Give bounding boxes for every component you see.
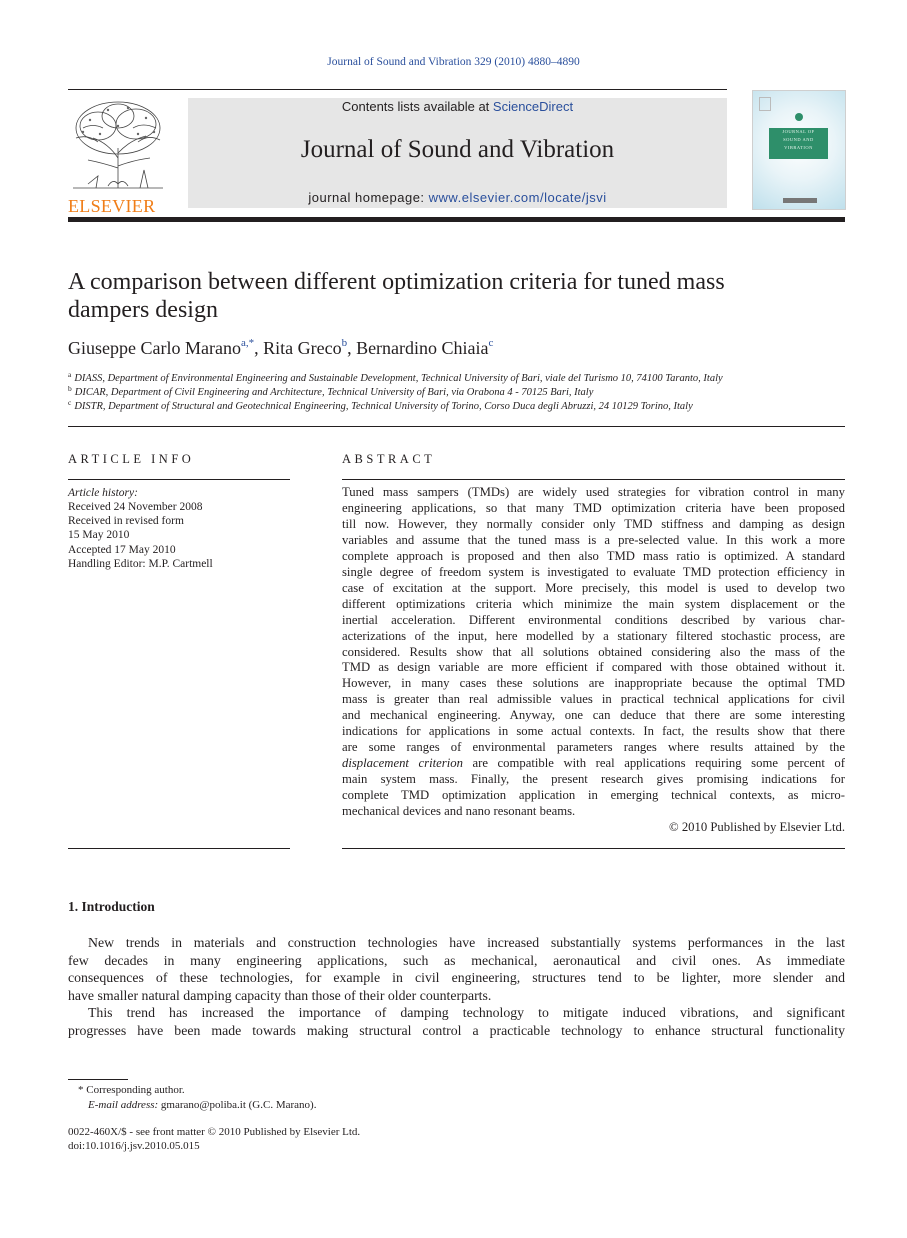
- affiliation-text: DICAR, Department of Civil Engineering and Architecture, Technical University of Bari, via Orabona 4 - 70125 Bari, Italy: [74, 387, 594, 398]
- body-line: have smaller natural damping capacity than those of their older counterparts.: [68, 987, 492, 1003]
- abstract-line: main system mass. Finally, the present research gives promising indications for: [342, 772, 845, 787]
- article-info-bottom-rule: [68, 848, 290, 849]
- abstract-line: complete approach is proposed and then also TMD mass ratio is optimized. A standard: [342, 548, 845, 563]
- elsevier-tree-icon: [68, 98, 168, 192]
- author-name[interactable]: Giuseppe Carlo Marano: [68, 338, 241, 358]
- abstract-line: variables and assume that the tuned mass is a pre-selected value. In this work a more: [342, 532, 845, 547]
- history-line: Accepted 17 May 2010: [68, 544, 176, 556]
- abstract-line: and mechanical engineering. Anyway, one can deduce that there are some interesting: [342, 708, 845, 723]
- author-separator: ,: [347, 338, 357, 358]
- journal-homepage-line: [188, 190, 727, 205]
- abstract-body: [342, 485, 845, 820]
- cover-emblem-icon: [795, 113, 803, 121]
- email-label: E-mail address:: [88, 1099, 161, 1111]
- article-info-rule: [68, 479, 290, 480]
- email-note: [88, 1099, 316, 1111]
- history-line: Received 24 November 2008: [68, 501, 203, 513]
- author-list: [68, 337, 493, 359]
- author-name[interactable]: Rita Greco: [263, 338, 342, 358]
- abstract-line: considered. Results show that all solutions obtained considering also the mass of the: [342, 644, 845, 659]
- cover-title-line: VIBRATION: [784, 145, 813, 150]
- header-thick-rule: [68, 217, 845, 222]
- abstract-line-rest: are compatible with real applications requiring some percent of: [462, 756, 845, 771]
- homepage-prefix: journal homepage:: [308, 190, 429, 205]
- cover-publisher-icon: [759, 97, 771, 111]
- intro-body: [68, 934, 845, 1039]
- abstract-line: mechanical devices and nano resonant beams.: [342, 804, 576, 819]
- title-line: dampers design: [68, 297, 218, 323]
- affiliation-b: [68, 384, 845, 398]
- abstract-line: case of excitation at the support. More precisely, this model is used to develop two: [342, 580, 845, 595]
- affiliation-c: [68, 398, 845, 412]
- affiliation-mark: c: [68, 398, 72, 407]
- abstract-rule: [342, 479, 845, 480]
- abstract-line: are some ranges of environmental parameters ranges where results attained by the: [342, 740, 845, 755]
- homepage-link[interactable]: www.elsevier.com/locate/jsvi: [428, 190, 607, 205]
- history-line: Handling Editor: M.P. Cartmell: [68, 558, 213, 570]
- affiliation-mark: a: [68, 370, 72, 379]
- affiliation-rule: [68, 426, 845, 427]
- article-history-label: Article history:: [68, 487, 138, 499]
- abstract-line: till now. However, they normally consider only TMD stiffness and damping as design: [342, 516, 845, 531]
- abstract-line: indications for applications in some actual contexts. In fact, the results show that there: [342, 724, 845, 739]
- author-affiliation-mark[interactable]: c: [488, 337, 494, 349]
- abstract-heading: ABSTRACT: [342, 452, 436, 466]
- history-line: Received in revised form: [68, 515, 184, 527]
- abstract-line: single degree of freedom system is investigated to evaluate TMD protection efficiency in: [342, 564, 845, 579]
- author-separator: ,: [254, 338, 264, 358]
- cover-title-box: [769, 128, 828, 159]
- abstract-line: [342, 756, 845, 772]
- author-affiliation-mark[interactable]: a,*: [240, 337, 255, 349]
- abstract-line: acterizations of the input, here modelled by a stationary filtered stochastic process, are: [342, 628, 845, 643]
- affiliation-text: DIASS, Department of Environmental Engineering and Sustainable Development, Technical University of Bari, viale del Turismo 10, 74100 Taranto, Italy: [74, 373, 723, 384]
- article-title: [68, 268, 845, 324]
- contents-line: [188, 99, 727, 114]
- abstract-copyright: © 2010 Published by Elsevier Ltd.: [669, 820, 845, 834]
- cover-title-line: SOUND AND: [783, 137, 814, 142]
- body-line: few decades in many engineering applications, such as mechanical, aeronautical and civil ones. As immediate: [68, 952, 845, 968]
- abstract-line: TMD as design variable are more efficient if compared with those obtained without it.: [342, 660, 845, 675]
- history-line: 15 May 2010: [68, 529, 130, 541]
- affiliation-text: DISTR, Department of Structural and Geotechnical Engineering, Technical University of Torino, Corso Duca degli Abruzzi, 24 10129 Torino, Italy: [74, 401, 693, 412]
- doi-note[interactable]: doi:10.1016/j.jsv.2010.05.015: [68, 1140, 200, 1152]
- journal-title: Journal of Sound and Vibration: [300, 136, 615, 163]
- body-line: progresses have been made towards making structural control a practicable technology to enhance structural functionality: [68, 1022, 845, 1038]
- journal-banner: [188, 98, 727, 208]
- affiliation-a: [68, 370, 845, 384]
- contents-prefix: Contents lists available at: [341, 99, 493, 114]
- affiliation-mark: b: [68, 384, 72, 393]
- journal-citation[interactable]: Journal of Sound and Vibration 329 (2010) 4880–4890: [327, 56, 580, 68]
- elsevier-logo[interactable]: [68, 98, 168, 216]
- italic-term: displacement criterion: [342, 756, 463, 771]
- cover-title-line: JOURNAL OF: [782, 129, 815, 134]
- author-name[interactable]: Bernardino Chiaia: [356, 338, 489, 358]
- journal-cover-thumbnail[interactable]: [752, 90, 846, 210]
- body-line: consequences of these technologies, for example in civil engineering, structures tend to be lighter, more slender and: [68, 970, 845, 985]
- sciencedirect-link[interactable]: ScienceDirect: [492, 99, 574, 114]
- abstract-line: Tuned mass sampers (TMDs) are widely used strategies for vibration control in many: [342, 485, 845, 499]
- abstract-line: inertial acceleration. Different environmental conditions described by various char-: [342, 612, 845, 627]
- cover-footer-icon: [783, 198, 817, 203]
- elsevier-wordmark: ELSEVIER: [68, 196, 156, 216]
- article-info-heading: ARTICLE INFO: [68, 452, 195, 466]
- abstract-line: However, in many cases these solutions are inappropriate because the optimal TMD: [342, 676, 845, 691]
- corresponding-author-note: * Corresponding author.: [78, 1084, 185, 1096]
- abstract-line: engineering applications, so that many TMD optimization criteria have been proposed: [342, 500, 845, 515]
- author-affiliation-mark[interactable]: b: [341, 337, 348, 349]
- body-line: New trends in materials and construction technologies have increased substantially systems performances in the last: [88, 935, 845, 950]
- abstract-bottom-rule: [342, 848, 845, 849]
- abstract-line: different optimizations criteria which minimize the main system displacement or the: [342, 596, 845, 611]
- section-heading-introduction: 1. Introduction: [68, 899, 155, 914]
- body-line: This trend has increased the importance of damping technology to mitigate induced vibrations, and significant: [88, 1005, 845, 1020]
- header-top-rule: [68, 89, 727, 90]
- title-line: A comparison between different optimization criteria for tuned mass: [68, 269, 725, 295]
- front-matter-note: 0022-460X/$ - see front matter © 2010 Published by Elsevier Ltd.: [68, 1126, 361, 1138]
- abstract-line: mass is greater than real admissible values in practical technical applications for civil: [342, 692, 845, 707]
- abstract-line: complete TMD optimization application in emerging technical contexts, as micro-: [342, 788, 845, 803]
- email-value[interactable]: gmarano@poliba.it (G.C. Marano).: [160, 1099, 317, 1111]
- footnote-rule: [68, 1079, 128, 1080]
